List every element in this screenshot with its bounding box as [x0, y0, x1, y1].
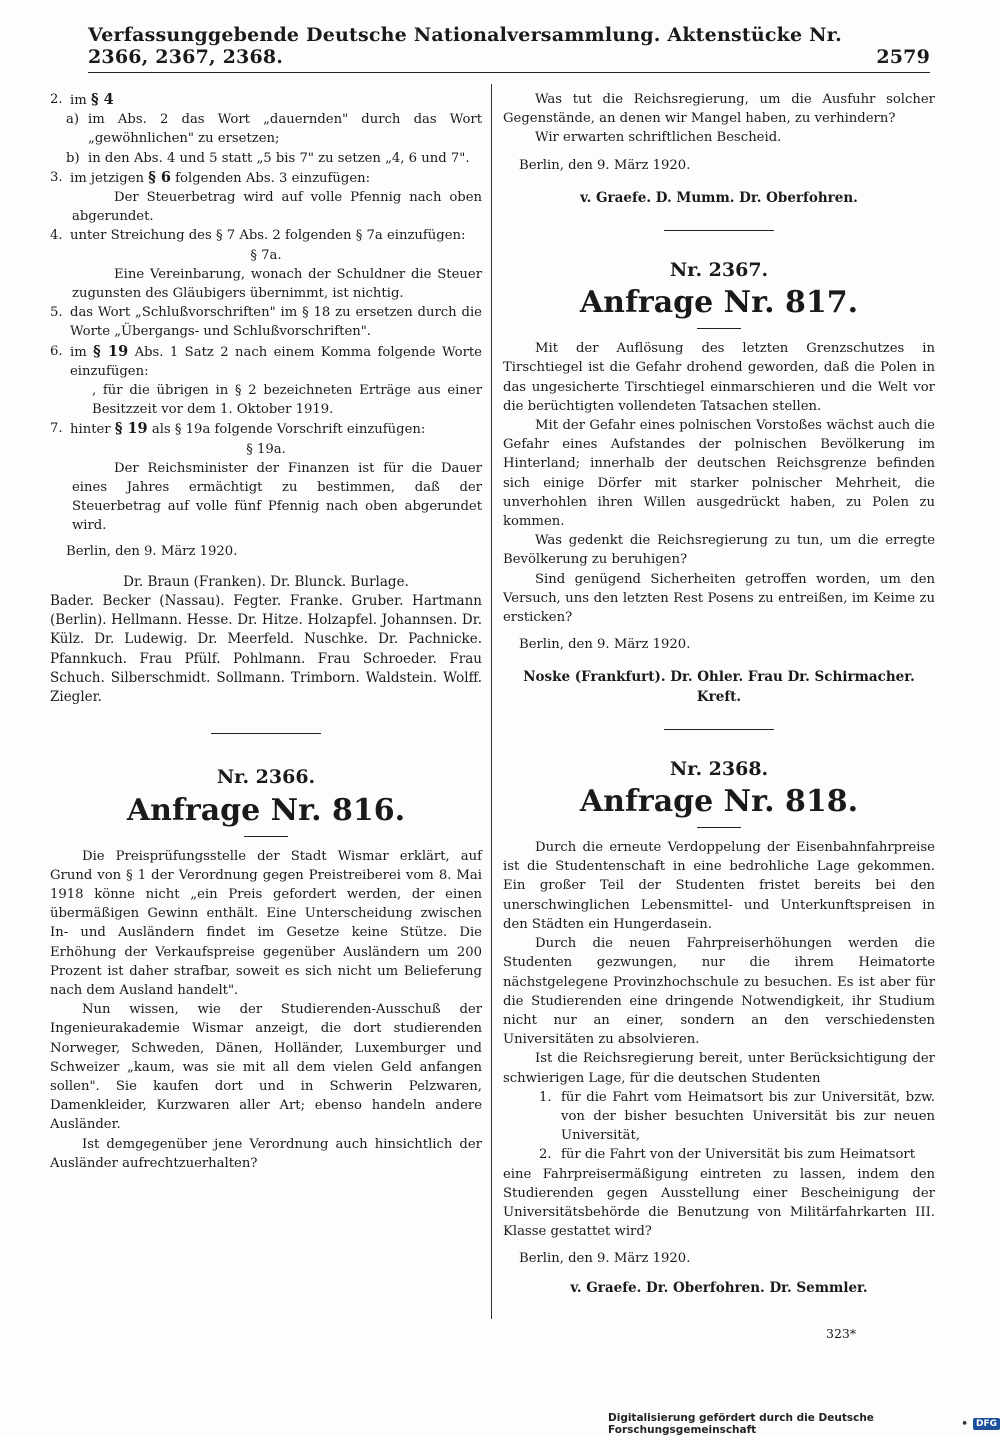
paragraph: Wir erwarten schriftlichen Bescheid.: [535, 130, 782, 146]
paragraph: Durch die erneute Verdoppelung der Eisenbahnfahrpreise ist die Studentenschaft in eine bedrohliche Lage gekommen. Ein großer Teil der Studenten fristet bereits bei den unerschwinglichen Lebensmittel- und Unterkunftspreisen in den Städten ein Hungerdasein.: [503, 840, 935, 932]
quote-steuerbetrag: Der Steuerbetrag wird auf volle Pfennig nach oben abgerundet.: [72, 190, 482, 225]
left-column: [50, 90, 482, 1173]
date-line: Berlin, den 9. März 1920.: [519, 1251, 691, 1267]
paragraph: Mit der Gefahr eines polnischen Vorstoßes wächst auch die Gefahr eines Aufstandes der polnischen Bevölkerung im Hinterland; innerhalb der deutschen Reichsgrenze befinden sich einige Dörfer mit starker polnischer Mehrheit, die unverhohlen ihren Willen ausgedrückt haben, zu Polen zu kommen.: [503, 418, 935, 530]
paragraph: Mit der Auflösung des letzten Grenzschutzes in Tirschtiegel ist die Gefahr drohend geworden, daß die Polen in das ungesicherte Tirschtiegel einmarschieren und die Welt vor die berüchtigten vollendeten Tatsachen stellen.: [503, 341, 935, 414]
section-heading-7a: § 7a.: [250, 247, 282, 263]
header-title: Verfassunggebende Deutsche Nationalversammlung. Aktenstücke Nr. 2366, 2367, 2368.: [88, 24, 842, 68]
quote-19a: Der Reichsminister der Finanzen ist für die Dauer eines Jahres ermächtigt zu bestimmen, daß der Steuerbetrag auf volle fünf Pfennig nach oben abgerundet wird.: [72, 460, 482, 534]
list-item-7: 7. hinter § 19 als § 19a folgende Vorschrift einzufügen:: [50, 420, 426, 438]
running-header: [88, 24, 930, 73]
signature-line: v. Graefe. Dr. Oberfohren. Dr. Semmler.: [570, 1279, 868, 1296]
paragraph: Ist demgegenüber jene Verordnung auch hinsichtlich der Ausländer aufrechtzuerhalten?: [50, 1136, 482, 1171]
signature-mark: 323*: [826, 1326, 857, 1341]
list-item-6: 6. im § 19 Abs. 1 Satz 2 nach einem Komma folgende Worte einzufügen:: [50, 342, 482, 379]
paragraph: Die Preisprüfungsstelle der Stadt Wismar erklärt, auf Grund von § 1 der Verordnung gegen Preistreiberei vom 8. Mai 1918 könne nicht „ein Preis gefordert werden, der einen übermäßigen Gewinn enthält. Eine Unterscheidung zwischen In- und Ausländern findet im Gesetze keine Stütze. Die Erhöhung der Verkaufspreise gegenüber Ausländern um 200 Prozent ist daher strafbar, soweit es sich nicht um Belieferung nach dem Ausland handelt".: [50, 848, 482, 998]
anfrage-title-818: Anfrage Nr. 818.: [579, 784, 859, 820]
anfrage-title-817: Anfrage Nr. 817.: [579, 285, 859, 321]
date-line: Berlin, den 9. März 1920.: [66, 543, 238, 559]
title-rule: [697, 328, 741, 329]
signatory-names: Bader. Becker (Nassau). Fegter. Franke. Gruber. Hartmann (Berlin). Hellmann. Hesse. Dr. Hitze. Holzapfel. Johannsen. Dr. Külz. Dr. Ludewig. Dr. Meerfeld. Nuschke. Dr. Pachnicke. Pfannkuch. Frau Pfülf. Pohlmann. Frau Schroeder. Frau Schuch. Silberschmidt. Sollmann. Trimborn. Waldstein. Wolff. Ziegler.: [50, 593, 482, 706]
signature-line: Dr. Braun (Franken). Dr. Blunck. Burlage.: [123, 573, 409, 590]
dfg-logo-icon: DFG: [973, 1418, 1000, 1430]
list-item: 1. für die Fahrt vom Heimatsort bis zur Universität, bzw. von der bisher besuchten Universität bis zur neuen Universität,: [539, 1089, 935, 1144]
page-number: 2579: [876, 46, 930, 68]
section-divider: [664, 230, 774, 231]
list-item-4: 4. unter Streichung des § 7 Abs. 2 folgenden § 7a einzufügen:: [50, 228, 466, 244]
paragraph: Was gedenkt die Reichsregierung zu tun, um die erregte Bevölkerung zu beruhigen?: [503, 533, 935, 568]
signature-line: Noske (Frankfurt). Dr. Ohler. Frau Dr. Schirmacher. Kreft.: [523, 669, 915, 705]
credit-text: Digitalisierung gefördert durch die Deutsche Forschungsgemeinschaft: [608, 1412, 874, 1436]
sub-item-b: b) in den Abs. 4 und 5 statt „5 bis 7" zu setzen „4, 6 und 7".: [66, 150, 470, 166]
column-divider: [491, 84, 492, 1319]
document-number-2366: Nr. 2366.: [216, 766, 316, 789]
anfrage-title-816: Anfrage Nr. 816.: [126, 792, 406, 828]
quote-7a: Eine Vereinbarung, wonach der Schuldner die Steuer zugunsten des Gläubigers übernimmt, ist nichtig.: [72, 266, 482, 302]
right-column: [503, 90, 935, 1298]
list-item-5: 5. das Wort „Schlußvorschriften" im § 18 zu ersetzen durch die Worte „Übergangs- und Schlußvorschriften".: [50, 305, 482, 340]
quote-6: , für die übrigen in § 2 bezeichneten Erträge aus einer Besitzzeit vor dem 1. Oktober 1919.: [92, 383, 482, 418]
paragraph: Nun wissen, wie der Studierenden-Ausschuß der Ingenieurakademie Wismar anzeigt, die dort studierenden Norweger, Schweden, Dänen, Holländer, Luxemburger und Schweizer „kaum, was sie mit all dem vielen Geld anfangen sollen". Sie kaufen dort und in Schwerin Pelzwaren, Damenkleider, Kurzwaren aller Art; ebenso handeln andere Ausländer.: [50, 1002, 482, 1133]
paragraph: Ist die Reichsregierung bereit, unter Berücksichtigung der schwierigen Lage, für die deutschen Studenten: [503, 1051, 935, 1086]
date-line: Berlin, den 9. März 1920.: [519, 637, 691, 653]
sub-item-a: a) im Abs. 2 das Wort „dauernden" durch das Wort „gewöhnlichen" zu ersetzen;: [66, 112, 482, 147]
paragraph: Sind genügend Sicherheiten getroffen worden, um den Versuch, uns den letzten Rest Posens zu entreißen, im Keime zu ersticken?: [503, 571, 935, 626]
section-heading-19a: § 19a.: [246, 441, 286, 457]
title-rule: [244, 836, 288, 837]
title-rule: [697, 827, 741, 828]
signature-line: v. Graefe. D. Mumm. Dr. Oberfohren.: [580, 189, 858, 206]
section-divider: [211, 733, 321, 734]
document-number-2367: Nr. 2367.: [669, 259, 769, 282]
paragraph: Was tut die Reichsregierung, um die Ausfuhr solcher Gegenstände, an denen wir Mangel haben, zu verhindern?: [503, 92, 935, 127]
list-item-3: 3. im jetzigen § 6 folgenden Abs. 3 einzufügen:: [50, 168, 371, 186]
list-item-2: 2. im § 4: [50, 91, 114, 108]
paragraph: Durch die neuen Fahrpreiserhöhungen werden die Studenten gezwungen, nur die ihrem Heimatorte nächstgelegene Provinzhochschule zu besuchen. Es ist aber für die Studierenden eine dringende Notwendigkeit, ihr Studium nicht nur an einer, sondern an den verschiedensten Universitäten zu absolvieren.: [503, 936, 935, 1048]
list-item: 2. für die Fahrt von der Universität bis zum Heimatsort: [539, 1147, 916, 1163]
digitization-credit: [608, 1412, 1000, 1436]
date-line: Berlin, den 9. März 1920.: [519, 157, 691, 173]
separator-icon: •: [961, 1418, 968, 1430]
section-divider: [664, 729, 774, 730]
paragraph: eine Fahrpreisermäßigung eintreten zu lassen, indem den Studierenden gegen Ausstellung einer Bescheinigung der Universitätsbehörde die Benutzung von Militärfahrkarten III. Klasse gestattet wird?: [503, 1166, 935, 1240]
document-number-2368: Nr. 2368.: [669, 757, 769, 780]
